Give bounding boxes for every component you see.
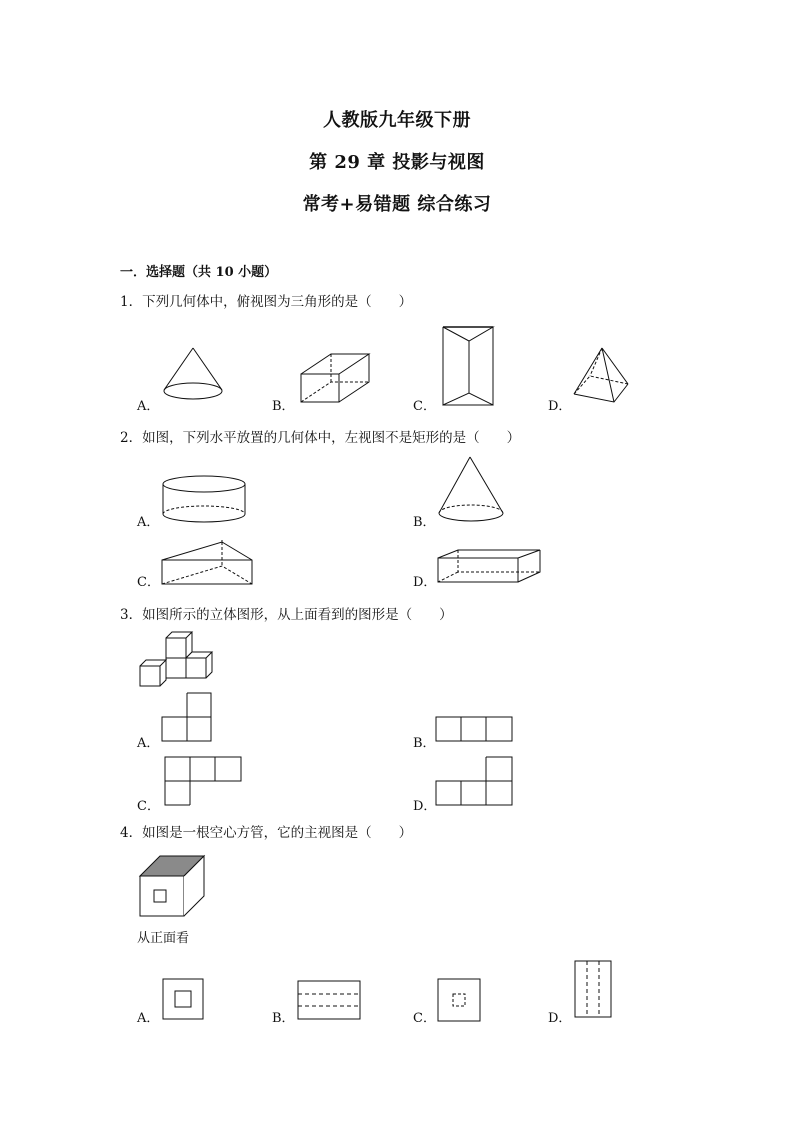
q4-option-d-label: D． xyxy=(548,1011,572,1026)
q4-option-b-label: B． xyxy=(272,1011,295,1026)
q1-option-b-label: B． xyxy=(272,399,295,414)
l-shape-grid-icon xyxy=(161,692,213,742)
triangular-prism-icon xyxy=(160,540,254,586)
q2-option-c-label: C． xyxy=(137,575,160,590)
question-2-stem: 2．如图，下列水平放置的几何体中，左视图不是矩形的是（ ） xyxy=(120,430,521,446)
row-of-three-squares-icon xyxy=(435,716,513,742)
cuboid-icon xyxy=(436,548,542,584)
q3-option-c-label: C． xyxy=(137,799,160,814)
q2-option-d-label: D． xyxy=(413,575,437,590)
cone-icon xyxy=(160,346,226,404)
dashed-inner-square-icon xyxy=(437,978,481,1022)
cone-icon xyxy=(436,455,506,527)
q1-option-a-label: A． xyxy=(137,399,160,414)
q4-option-a-label: A． xyxy=(137,1011,160,1026)
nested-square-icon xyxy=(162,978,204,1020)
l-shape-grid-icon xyxy=(435,756,513,806)
cylinder-icon xyxy=(160,474,248,528)
q4-option-c-label: C． xyxy=(413,1011,436,1026)
dashed-rectangle-icon xyxy=(297,980,361,1020)
q2-option-b-label: B． xyxy=(413,515,436,530)
doc-title: 人教版九年级下册 xyxy=(323,110,471,131)
question-3-stem: 3．如图所示的立体图形，从上面看到的图形是（ ） xyxy=(120,607,453,623)
q1-option-d-label: D． xyxy=(548,399,572,414)
hollow-square-tube-icon xyxy=(138,854,208,918)
q3-option-b-label: B． xyxy=(413,736,436,751)
cube-stack-icon xyxy=(138,630,218,688)
vertical-dashed-rectangle-icon xyxy=(574,960,612,1018)
section-title: 一．选择题（共 10 小题） xyxy=(120,265,278,280)
chapter-title: 第 29 章 投影与视图 xyxy=(309,152,485,173)
q2-option-a-label: A． xyxy=(137,515,160,530)
practice-title: 常考+易错题 综合练习 xyxy=(302,194,492,215)
front-view-caption: 从正面看 xyxy=(137,931,190,946)
q3-option-a-label: A． xyxy=(137,736,160,751)
q1-option-c-label: C． xyxy=(413,399,436,414)
cuboid-icon xyxy=(299,352,371,404)
question-4-stem: 4．如图是一根空心方管，它的主视图是（ ） xyxy=(120,825,413,841)
question-1-stem: 1．下列几何体中，俯视图为三角形的是（ ） xyxy=(120,294,413,310)
triangular-prism-icon xyxy=(441,325,495,407)
t-shape-grid-icon xyxy=(164,756,242,806)
pyramid-icon xyxy=(572,346,630,404)
q3-option-d-label: D． xyxy=(413,799,437,814)
